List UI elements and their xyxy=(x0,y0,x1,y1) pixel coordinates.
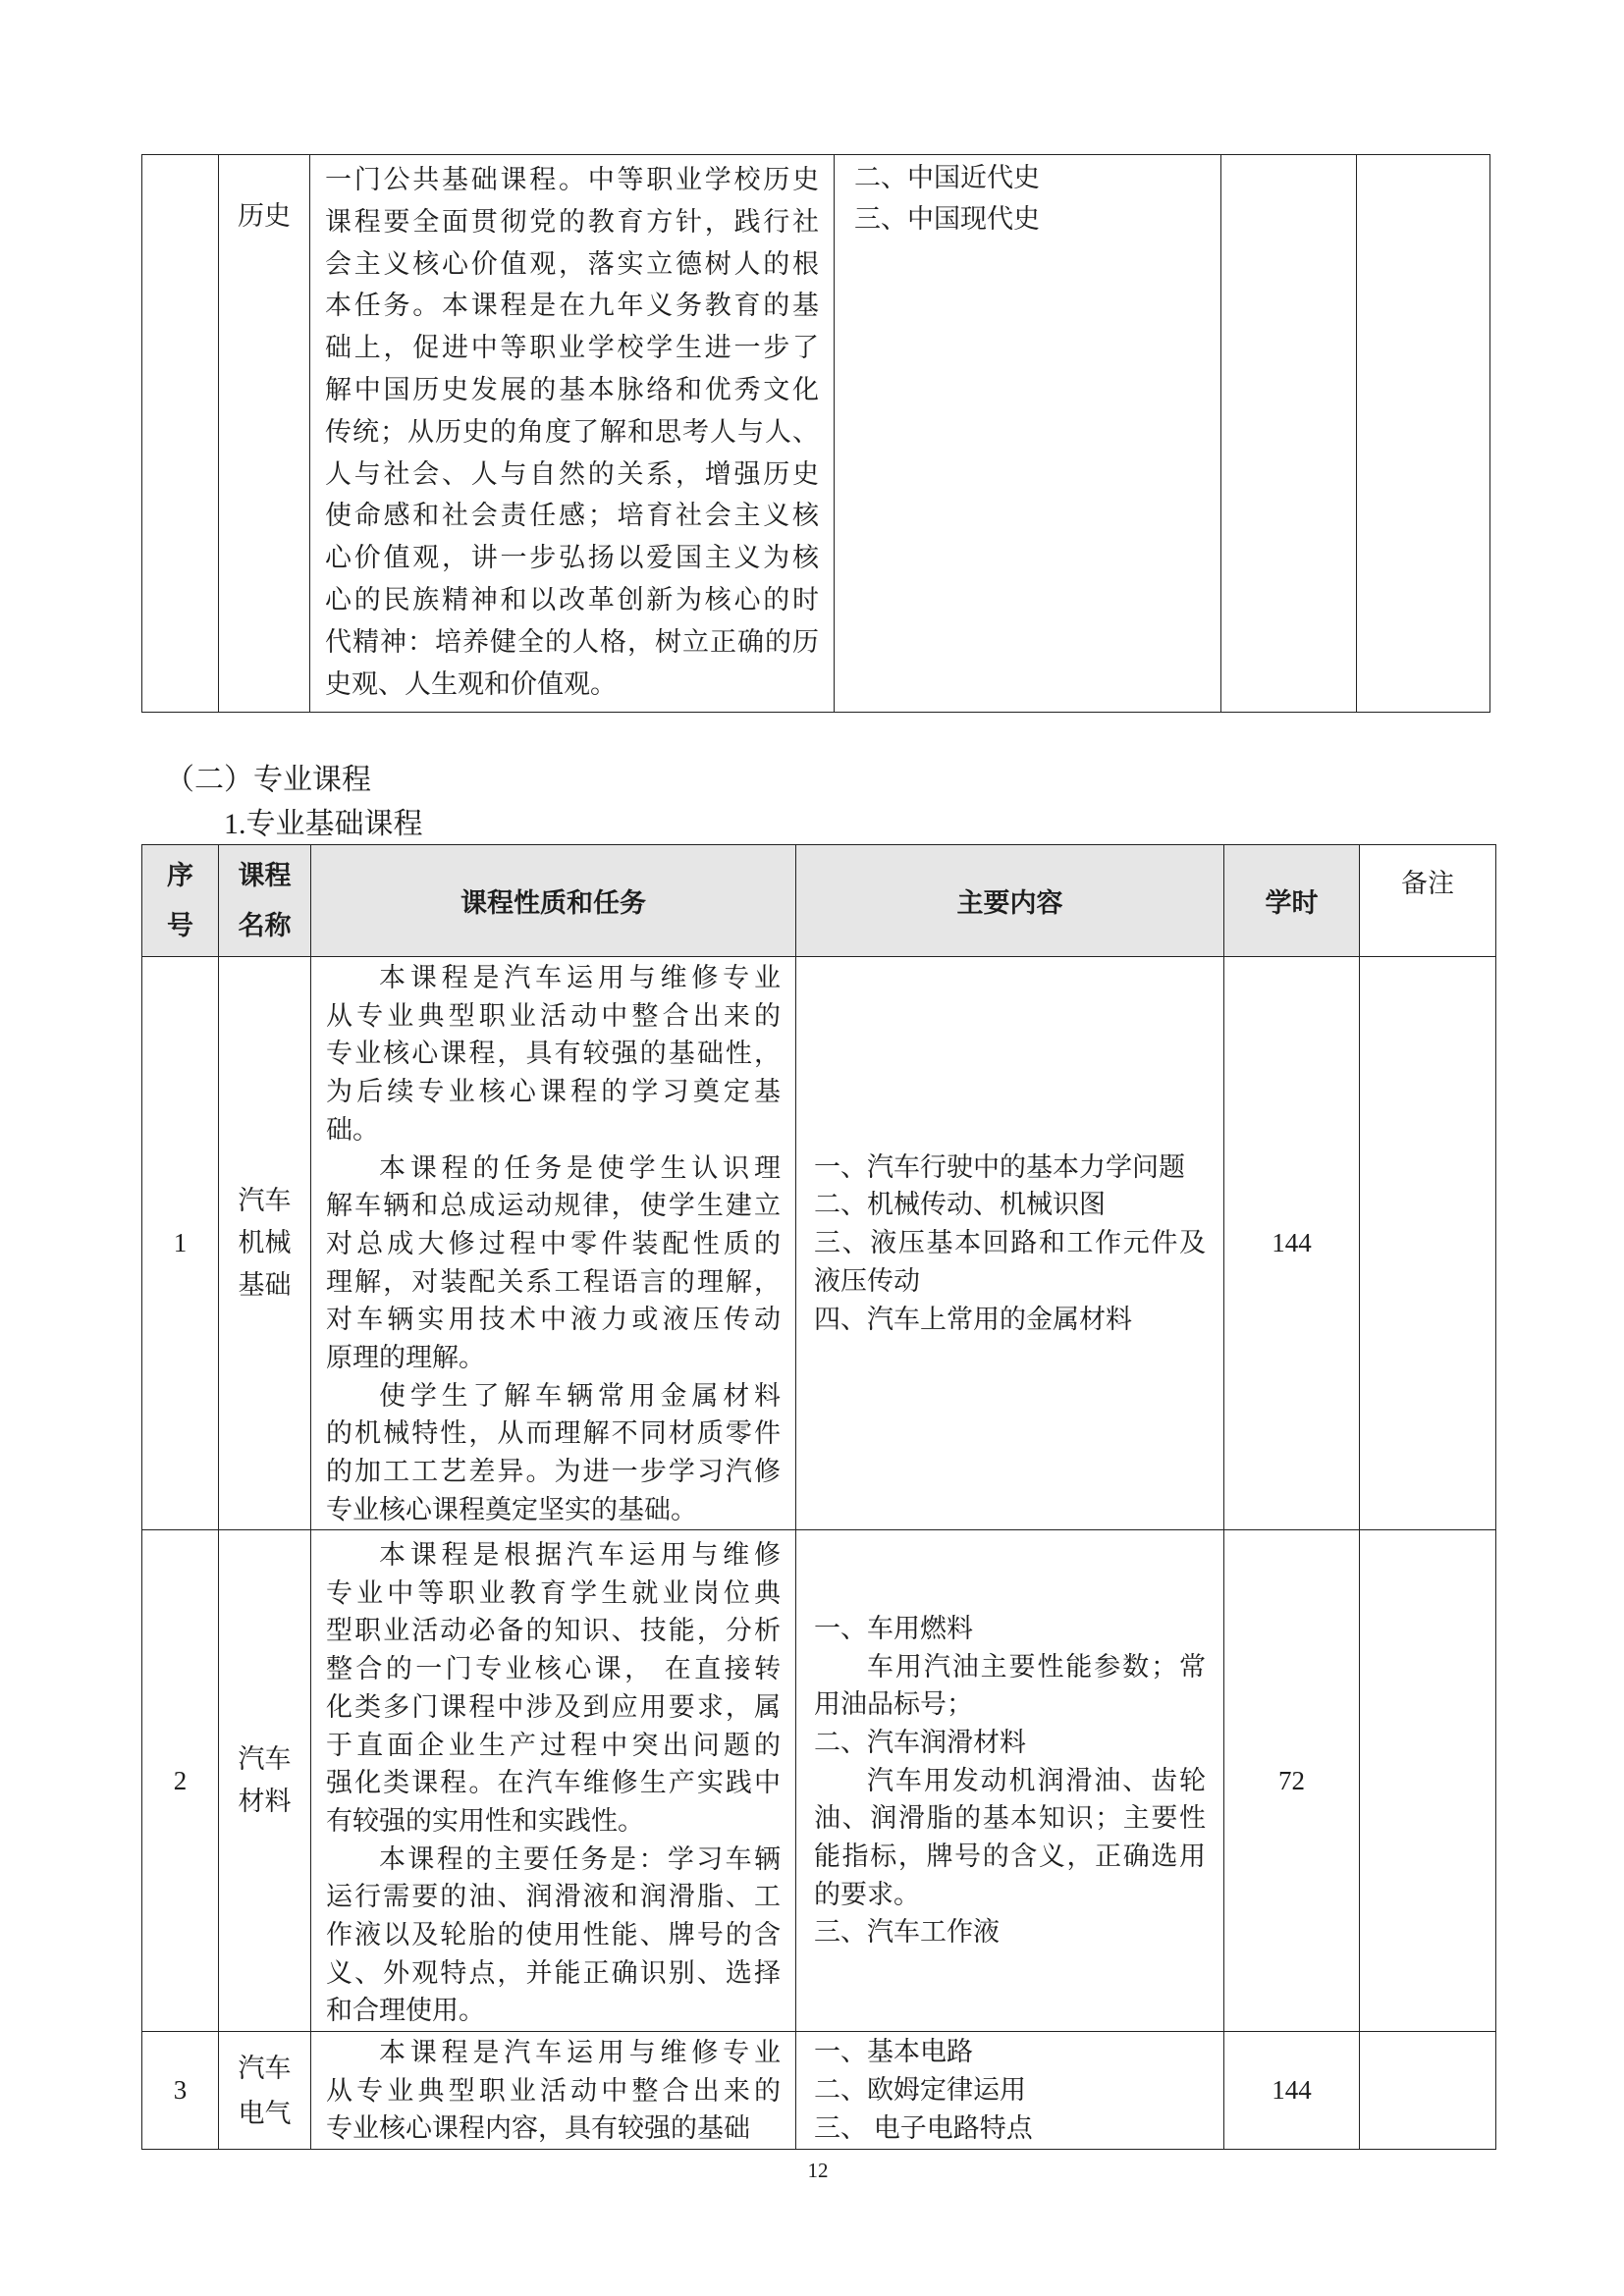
text-paragraph xyxy=(326,1377,781,1529)
text-line: 一门公共基础课程。中等职业学校历史 xyxy=(325,165,819,194)
content-item xyxy=(814,1724,1206,1762)
text-line: 代精神：培养健全的人格，树立正确的历 xyxy=(325,626,819,657)
table-header-row xyxy=(142,845,1496,957)
text-line: 运行需要的油、润滑液和润滑脂、工 xyxy=(326,1882,781,1912)
text-line: 为后续专业核心课程的学习奠定基 xyxy=(326,1077,781,1107)
text-line: 对车辆实用技术中液力或液压传动 xyxy=(326,1305,781,1335)
text-line: 三、中国现代史 xyxy=(854,204,1040,234)
course-name-cell xyxy=(219,2032,311,2150)
header-name-cell xyxy=(219,845,311,957)
text-line: 础。 xyxy=(326,1114,379,1145)
text-line: 三、汽车工作液 xyxy=(814,1917,1000,1948)
text-line: 专业中等职业教育学生就业岗位典 xyxy=(326,1577,781,1608)
text-line: 专业核心课程奠定坚实的基础。 xyxy=(326,1494,697,1524)
text-line: 一、汽车行驶中的基本力学问题 xyxy=(814,1151,1185,1182)
course-contents-cell xyxy=(835,155,1221,713)
course-description-cell xyxy=(310,155,835,713)
course-contents xyxy=(814,1610,1206,1951)
text-line: 本课程的主要任务是：学习车辆 xyxy=(379,1843,781,1874)
page-number: 12 xyxy=(807,2159,829,2182)
text-line: 从专业典型职业活动中整合出来的 xyxy=(326,1000,781,1031)
text-line: 本课程是汽车运用与维修专业 xyxy=(379,2038,781,2067)
table-row xyxy=(142,155,1490,713)
text-line: 一、车用燃料 xyxy=(814,1613,973,1643)
course-remarks-cell xyxy=(1357,155,1490,713)
course-hours: 72 xyxy=(1224,1530,1360,2032)
text-line: 专业核心课程内容，具有较强的基础 xyxy=(326,2113,750,2144)
content-item xyxy=(814,2071,1206,2109)
text-line: 三、液压基本回路和工作元件及 xyxy=(814,1228,1206,1258)
course-hours-cell xyxy=(1221,155,1357,713)
text-line: 对总成大修过程中零件装配性质的 xyxy=(326,1228,781,1258)
content-item xyxy=(814,1301,1206,1339)
text-line: 化类多门课程中涉及到应用要求，属 xyxy=(326,1691,781,1722)
header-name: 课程名称 xyxy=(238,860,292,940)
content-item xyxy=(814,1913,1206,1951)
content-item xyxy=(814,1224,1206,1300)
course-name-cell xyxy=(219,957,311,1530)
course-hours: 144 xyxy=(1224,2032,1360,2150)
text-line: 的要求。 xyxy=(814,1879,920,1909)
course-name: 汽车材料 xyxy=(238,1744,292,1816)
text-line: 使学生了解车辆常用金属材料 xyxy=(379,1380,781,1411)
text-paragraph xyxy=(814,1762,1206,1914)
course-name: 历史 xyxy=(238,201,291,231)
text-line: 和合理使用。 xyxy=(326,1996,485,2026)
text-line: 二、机械传动、机械识图 xyxy=(814,1190,1106,1220)
content-item xyxy=(814,2033,1206,2071)
text-line: 作液以及轮胎的使用性能、牌号的含 xyxy=(326,1920,781,1950)
course-description xyxy=(325,159,819,705)
text-line: 汽车用发动机润滑油、齿轮 xyxy=(867,1765,1206,1795)
header-hours: 学时 xyxy=(1224,845,1360,957)
text-line: 三、 电子电路特点 xyxy=(814,2112,1033,2143)
text-line: 本任务。本课程是在九年义务教育的基 xyxy=(325,291,819,321)
text-line: 二、欧姆定律运用 xyxy=(814,2075,1026,2106)
text-line: 解车辆和总成运动规律，使学生建立 xyxy=(326,1191,781,1221)
text-paragraph xyxy=(326,2034,781,2148)
text-line: 使命感和社会责任感；培育社会主义核 xyxy=(325,501,819,531)
continued-course-table xyxy=(141,154,1490,713)
course-name: 汽车机械基础 xyxy=(238,1186,292,1300)
course-contents-cell xyxy=(796,1530,1224,2032)
header-description: 课程性质和任务 xyxy=(311,845,796,957)
text-line: 于直面企业生产过程中突出问题的 xyxy=(326,1730,781,1760)
content-item xyxy=(814,1148,1206,1187)
text-line: 的机械特性，从而理解不同材质零件 xyxy=(326,1418,781,1449)
text-line: 车用汽油主要性能参数；常 xyxy=(867,1651,1206,1682)
course-contents xyxy=(854,157,1201,240)
text-paragraph xyxy=(325,159,819,705)
course-name: 汽车电气 xyxy=(238,2053,292,2128)
text-line: 史观、人生观和价值观。 xyxy=(325,668,617,699)
table-row xyxy=(142,957,1496,1530)
text-line: 液压传动 xyxy=(814,1265,920,1296)
text-line: 型职业活动必备的知识、技能，分析 xyxy=(326,1616,781,1646)
course-description-cell xyxy=(311,2032,796,2150)
text-paragraph xyxy=(326,1149,781,1377)
course-remarks-cell xyxy=(1360,2032,1496,2150)
header-contents: 主要内容 xyxy=(796,845,1224,957)
text-paragraph xyxy=(326,959,781,1149)
text-line: 专业核心课程，具有较强的基础性， xyxy=(326,1039,781,1069)
text-line: 二、中国近代史 xyxy=(854,163,1040,192)
course-contents xyxy=(814,2033,1206,2147)
text-line: 用油品标号； xyxy=(814,1689,973,1720)
course-index: 1 xyxy=(142,957,219,1530)
text-line: 本课程的任务是使学生认识理 xyxy=(379,1152,781,1183)
course-index: 2 xyxy=(142,1530,219,2032)
course-index-cell xyxy=(142,155,219,713)
text-line: 油、润滑脂的基本知识；主要性 xyxy=(814,1803,1206,1834)
text-line: 课程要全面贯彻党的教育方针，践行社 xyxy=(325,206,819,237)
section-heading: （二）专业课程 xyxy=(165,764,371,796)
course-contents-cell xyxy=(796,957,1224,1530)
course-description-cell xyxy=(311,1530,796,2032)
course-hours: 144 xyxy=(1224,957,1360,1530)
course-table xyxy=(141,844,1496,2150)
course-index: 3 xyxy=(142,2032,219,2150)
text-line: 一、基本电路 xyxy=(814,2037,973,2067)
content-item xyxy=(854,157,1201,198)
text-line: 解中国历史发展的基本脉络和优秀文化 xyxy=(325,374,819,404)
text-line: 四、汽车上常用的金属材料 xyxy=(814,1304,1132,1334)
text-line: 强化类课程。在汽车维修生产实践中 xyxy=(326,1768,781,1798)
course-contents xyxy=(814,1148,1206,1339)
text-paragraph xyxy=(326,1841,781,2031)
text-line: 心价值观，讲一步弘扬以爱国主义为核 xyxy=(325,543,819,573)
course-remarks-cell xyxy=(1360,1530,1496,2032)
table-row xyxy=(142,2032,1496,2150)
text-line: 本课程是根据汽车运用与维修 xyxy=(379,1540,781,1570)
course-name-cell xyxy=(219,1530,311,2032)
course-name-cell xyxy=(219,155,310,713)
text-line: 有较强的实用性和实践性。 xyxy=(326,1805,644,1836)
text-line: 人与社会、人与自然的关系，增强历史 xyxy=(325,458,819,489)
text-line: 二、汽车润滑材料 xyxy=(814,1727,1026,1757)
text-line: 会主义核心价值观，落实立德树人的根 xyxy=(325,248,819,279)
text-line: 的加工工艺差异。为进一步学习汽修 xyxy=(326,1457,781,1487)
header-index: 序号 xyxy=(167,860,193,940)
content-item xyxy=(854,198,1201,240)
text-line: 义、外观特点，并能正确识别、选择 xyxy=(326,1957,781,1988)
subsection-heading: 1.专业基础课程 xyxy=(224,808,423,840)
text-line: 原理的理解。 xyxy=(326,1343,485,1373)
course-description-cell xyxy=(311,957,796,1530)
text-line: 本课程是汽车运用与维修专业 xyxy=(379,963,781,992)
table-row xyxy=(142,1530,1496,2032)
text-line: 能指标，牌号的含义，正确选用 xyxy=(814,1842,1206,1872)
text-line: 从专业典型职业活动中整合出来的 xyxy=(326,2075,781,2106)
header-index-cell xyxy=(142,845,219,957)
course-description xyxy=(326,959,781,1529)
text-line: 理解，对装配关系工程语言的理解， xyxy=(326,1266,781,1297)
text-line: 础上，促进中等职业学校学生进一步了 xyxy=(325,333,819,363)
text-line: 整合的一门专业核心课， 在直接转 xyxy=(326,1654,781,1684)
content-item xyxy=(814,1186,1206,1224)
text-line: 心的民族精神和以改革创新为核心的时 xyxy=(325,584,819,614)
text-paragraph xyxy=(814,1648,1206,1724)
text-line: 传统；从历史的角度了解和思考人与人、 xyxy=(325,416,819,447)
course-description xyxy=(326,1536,781,2030)
text-paragraph xyxy=(326,1536,781,1841)
course-description xyxy=(326,2034,781,2148)
content-item xyxy=(814,1610,1206,1648)
course-contents-cell xyxy=(796,2032,1224,2150)
course-remarks-cell xyxy=(1360,957,1496,1530)
header-remarks: 备注 xyxy=(1360,845,1496,957)
content-item xyxy=(814,2109,1206,2148)
